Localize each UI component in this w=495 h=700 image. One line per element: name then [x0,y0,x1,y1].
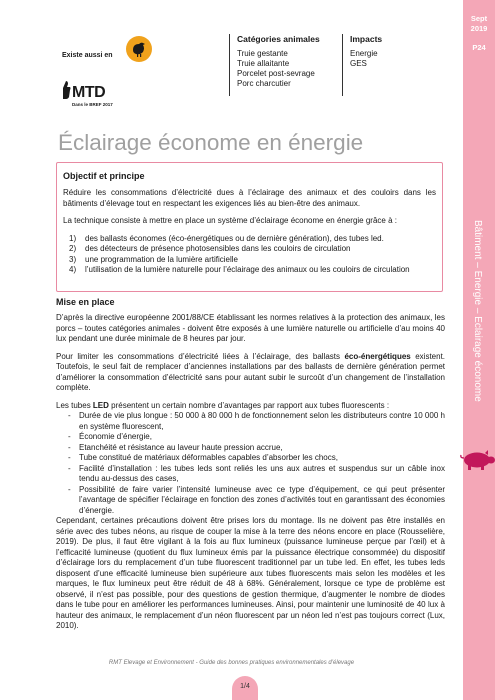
footer-text: RMT Elevage et Environnement - Guide des bonnes pratiques environnementales d’élevage [108,660,355,666]
list-item: 3) une programmation de la lumière artificielle [69,254,238,264]
objective-paragraph: Réduire les consommations d’électricité dues à l’éclairage des animaux et des couloirs dans les bâtiments d’élevage tout en respectant les exigences liés au bien-être des animaux. [63,188,436,208]
body-paragraph: D’après la directive européenne 2001/88/CE établissant les normes relatives à la protection des animaux, les porcs – toutes catégories animales - doivent être exposés à une lumière naturelle ou artificielle d’au moins 40 lux pendant une durée minimale de 8 heures par jour. [56,313,445,343]
technique-list [63,234,436,276]
side-band [463,0,495,700]
page-number-tab [232,676,258,700]
list-item: 4) l’utilisation de la lumière naturelle pour l’éclairage des animaux ou les couloirs de circulation [69,265,410,274]
category-item: Truie gestante [237,49,288,58]
list-item: - Possibilité de faire varier l’intensité lumineuse avec ce type d’équipement, ce qui peut présenter l’avantage de spécifier l’éclairage en fonction des zones d’activités tout en garantissant des économies d’énergie. [68,484,445,515]
objective-box [56,162,443,292]
page-number: 1/4 [240,683,250,690]
page-title: Éclairage économe en énergie [58,130,364,155]
list-item: - Durée de vie plus longue : 50 000 à 80 000 h de fonctionnement selon les distributeurs contre 10 000 h en système fluorescent, [68,411,445,431]
list-item: - Tube constitué de matériaux déformables capables d’absorber les chocs, [68,453,338,462]
header-logos [62,32,162,107]
objective-heading: Objectif et principe [63,171,145,181]
body-paragraph: Cependant, certaines précautions doivent être prises lors du montage. Ils ne doivent pas être installés en série avec des tubes néons, au risque de couper la mise à la terre des néons encore en place (Rousselière, 2019). De plus, il faut être vigilant à la fois au flux lumineux (puissance lumineuse perçue par l’œil) et à l’efficacité lumineuse (quotient du flux lumineux émis par la puissance électrique consommée) du dispositif d’éclairage lors du remplacement d’un tube fluorescent traditionnel par un tube led. En effet, les tubes leds disposent d’une efficacité lumineuse bien supérieure aux tubes fluorescents mais selon les modèles et les marques, le flux lumineux peut être réduit de 48 à 68%. Généralement, lorsque ce type de problème est observé, il n’est pas possible, pour des questions de gestion thermique, d’augmenter le nombre de diodes dans le tube pour en améliorer les performances lumineuses. Ainsi, pour maintenir une luminosité de 40 lux à hauteur des animaux, le remplacement d’un néon fluorescent par un néon led n’est pas toujours correct (Lux, 2010). [56,516,445,630]
pig-icon [459,449,495,471]
body-paragraph: Les tubes LED présentent un certain nombre d’avantages par rapport aux tubes fluorescents : [56,400,390,410]
categories-column [229,34,342,96]
page-code: P24 [472,43,486,52]
edition-month: Sept [470,14,488,23]
main-section [56,297,445,632]
hen-icon [130,41,148,57]
impact-item: Energie [350,49,378,58]
categories-heading: Catégories animales [237,34,320,44]
section-heading: Mise en place [56,297,115,307]
impacts-column [342,34,442,96]
category-item: Porc charcutier [237,79,291,88]
category-item: Truie allaitante [237,59,290,68]
list-item: - Etanchéité et résistance au laveur haute pression accrue, [68,442,283,452]
existe-label: Existe aussi en [62,52,113,59]
impacts-heading: Impacts [350,34,383,44]
edition-date [463,14,495,34]
list-item: 2) des détecteurs de présence photosensibles dans les couloirs de circulation [69,244,351,253]
edition-year: 2019 [470,24,488,33]
mtd-logo: MTD [72,84,106,101]
category-item: Porcelet post-sevrage [237,69,315,78]
advantages-list [68,411,445,516]
impact-item: GES [350,59,367,68]
objective-paragraph: La technique consiste à mettre en place un système d’éclairage économe en énergie grâce à : [63,216,397,225]
poultry-badge [126,36,152,62]
body-paragraph: Pour limiter les consommations d’électricité liées à l’éclairage, des ballasts éco-énergétiques existent. Toutefois, le seul fait de remplacer d’anciennes installations par des ballasts de dernière génération permet d’améliorer la consommation d’électricité sans pour autant subir le surcoût d’un changement de l’installation complète. [56,351,446,392]
list-item: - Facilité d’installation : les tubes leds sont reliés les uns aux autres et suspendus sur un câble inox tendu au-dessus des cases, [68,463,445,483]
list-item: - Économie d’énergie, [68,432,152,441]
list-item: 1) des ballasts économes (éco-énergétiques ou de dernière génération), des tubes led. [69,233,384,243]
mtd-caption: Dans le BREF 2017 [72,102,113,107]
section-label: Bâtiment – Energie – Eclairage économe [472,220,483,402]
